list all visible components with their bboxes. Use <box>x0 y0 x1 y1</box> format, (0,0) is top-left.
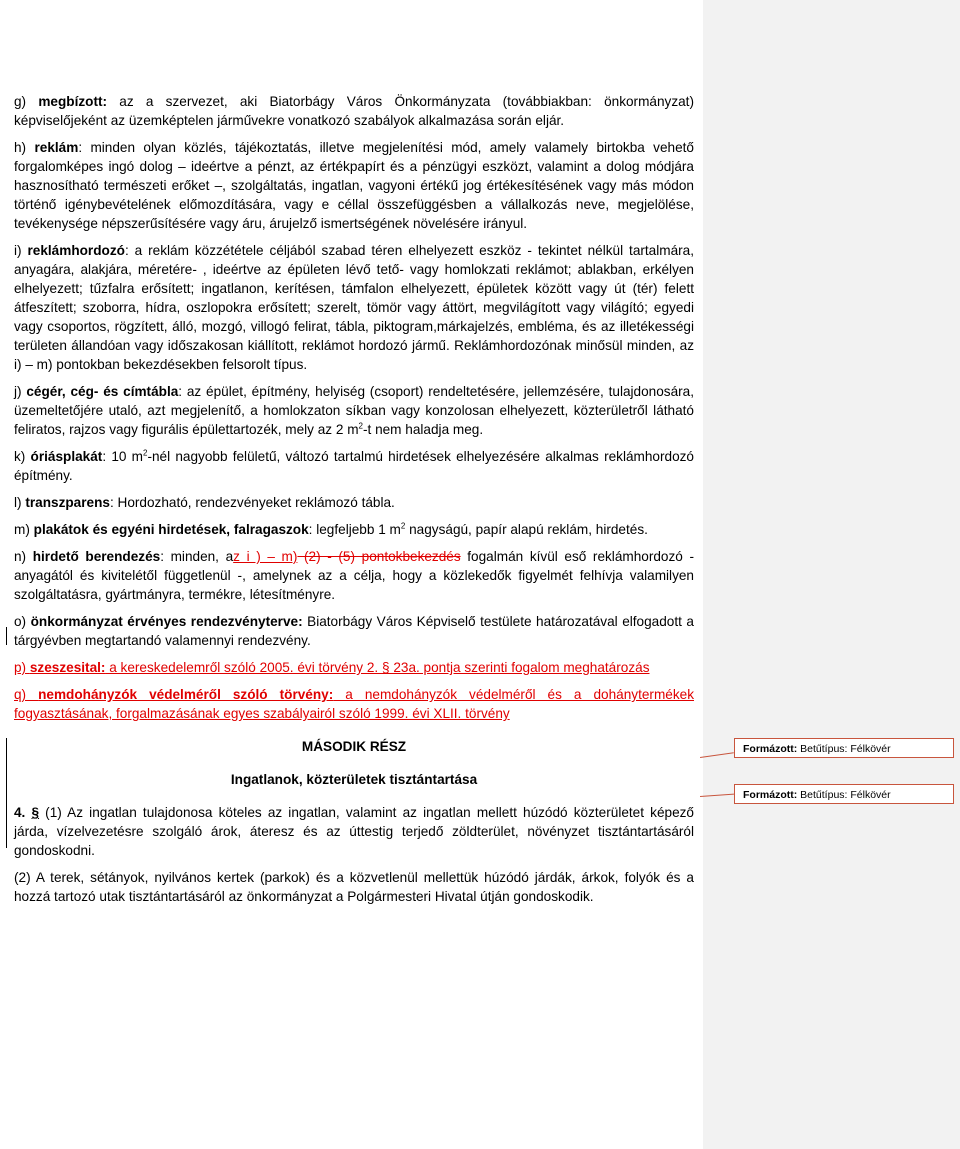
definition-m: m) plakátok és egyéni hirdetések, falragaszok: legfeljebb 1 $m^2$ nagyságú, papír alapú reklám, hirdetés. <box>14 521 648 537</box>
change-bar <box>6 627 7 645</box>
definition-g: g) megbízott: az a szervezet, aki Biatorbágy Város Önkormányzata (továbbiakban: önkormányzat) képviselőjeként az üzemképtelen járművekre vonatkozó szabályok alkalmazása során eljár. <box>14 94 694 128</box>
document-body <box>14 92 694 914</box>
definition-k: k) óriásplakát: 10 $m^2$-nél nagyobb felületű, változó tartalmú hirdetések elhelyezésére alkalmas reklámhordozó építmény. <box>14 448 694 483</box>
format-comment-1[interactable]: Formázott: Betűtípus: Félkövér <box>734 738 954 758</box>
definition-j: j) cégér, cég- és címtábla: az épület, építmény, helyiség (csoport) rendeltetésére, jellemzésére, tulajdonosára, üzemeltetőjére utaló, azt megjelenítő, a homlokzaton síkban vagy konzolosan elhelyezett, közterületről látható feliratos, rajzos vagy figurális épülettartozék, mely az 2 $m^2-t$ nem haladja meg. <box>14 384 695 437</box>
definition-l: l) transzparens: Hordozható, rendezvényeket reklámozó tábla. <box>14 495 395 510</box>
tracked-deletion: (2) - (5) pontokbekezdés <box>297 549 461 564</box>
change-bar <box>6 738 7 848</box>
definition-o: o) önkormányzat érvényes rendezvényterve: Biatorbágy Város Képviselő testülete határozatával elfogadott a tárgyévben megtartandó valamennyi rendezvény. <box>14 614 694 648</box>
definition-q-inserted: q) nemdohányzók védelméről szóló törvény: a nemdohányzók védelméről és a dohánytermékek fogyasztásának, forgalmazásának egyes szabályairól szóló 1999. évi XLII. törvény <box>14 687 694 721</box>
tracked-insertion: z i ) – m) <box>233 549 298 564</box>
definition-n: n) hirdető berendezés: minden, az i ) – m) (2) - (5) pontokbekezdés fogalmán kívül eső reklámhordozó - anyagától és kivitelétől függetlenül -, amelynek az a célja, hogy a közlekedők figyelmét felhívja valamilyen szolgáltatásra, gyártmányra, termékre, létesítményre. <box>14 549 694 602</box>
paragraph-4-2: (2) A terek, sétányok, nyilvános kertek (parkok) és a közvetlenül mellettük húzódó járdák, árkok, folyók és a hozzá tartozó utak tisztántartásáról az önkormányzat a Polgármesteri Hivatal útján gondoskodik. <box>14 870 694 904</box>
comment-margin <box>703 0 960 1149</box>
paragraph-4-1: 4. § (1) Az ingatlan tulajdonosa köteles az ingatlan, valamint az ingatlan mellett húzódó közterületet képező járda, vízelvezetésre szolgáló árok, áteresz és az úttestig terjedő zöldterület, növényzet tisztántartásáról gondoskodni. <box>14 805 694 858</box>
chapter-title: Ingatlanok, közterületek tisztántartása <box>230 772 478 787</box>
format-comment-2[interactable]: Formázott: Betűtípus: Félkövér <box>734 784 954 804</box>
definition-h: h) reklám: minden olyan közlés, tájékoztatás, illetve megjelenítési mód, amely valamely birtokba vehető forgalomképes ingó dolog – ideértve a pénzt, az értékpapírt és a pénzügyi eszközt, valamint a dolog módjára hasznosítható természeti erőket –, szolgáltatás, ingatlan, vagyoni értékű jog értékesítésének vagy más módon történő igénybevételének előmozdítására, vagy e céllal összefüggésben a vállalkozás neve, megjelölése, tevékenysége népszerűsítésére vagy áru, árujelző ismertségének növelésére irányul. <box>14 140 694 231</box>
definition-i: i) reklámhordozó: a reklám közzététele céljából szabad téren elhelyezett eszköz - tekintet nélkül tartalmára, anyagára, alakjára, méretére- , ideértve az épületen lévő tető- vagy homlokzati reklámot; ablakban, erkélyen elhelyezett; tűzfalra erősített; ingatlanon, kerítésen, támfalon elhelyezett, épületek között vagy út (tér) felett átfeszített; szoborra, hídra, oszlopokra erősített; szerelt, tömör vagy áttört, megvilágított vagy világító; egyedi vagy csoportos, rögzített, álló, mozgó, villogó felirat, tábla, piktogram,márkajelzés, embléma, és az illetékességi területen állandóan vagy időszakosan kiállított, reklámot hordozó jármű. Reklámhordozónak minősül minden, az i) – m) pontokban bekezdésekben felsorolt típus. <box>14 243 695 372</box>
definition-p-inserted: p) szeszesital: a kereskedelemről szóló 2005. évi törvény 2. § 23a. pontja szerinti fogalom meghatározás <box>14 660 650 675</box>
part-title: MÁSODIK RÉSZ <box>301 739 407 754</box>
